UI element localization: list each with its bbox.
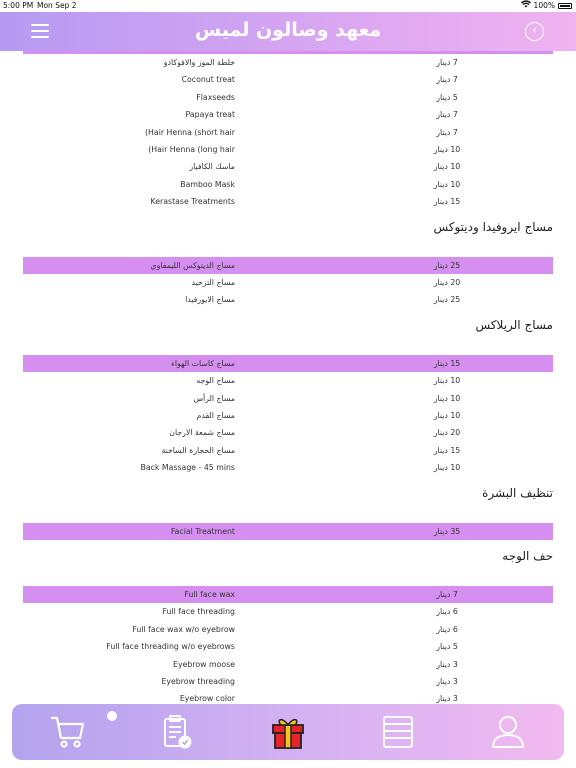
item-name: ماسك الكافيار [189, 162, 235, 172]
section-title: مساج ايروفيدا وديتوكس [433, 219, 553, 234]
table-row[interactable] [23, 141, 553, 158]
status-date: Mon Sep 2 [37, 1, 77, 10]
price-list[interactable] [0, 51, 576, 711]
wifi-icon [521, 1, 531, 10]
section-title: تنظيف البشرة [482, 485, 553, 500]
user-icon[interactable] [490, 714, 526, 750]
item-price: 10 دينار [433, 179, 461, 189]
item-price: 15 دينار [433, 445, 461, 455]
table-row[interactable] [23, 523, 553, 540]
table-row[interactable] [23, 89, 553, 106]
item-price: 5 دينار [436, 92, 458, 102]
item-price: 10 دينار [433, 463, 461, 473]
item-name: Full face threading [162, 607, 235, 617]
status-bar [0, 0, 576, 12]
table-row[interactable] [23, 442, 553, 459]
table-row[interactable] [23, 673, 553, 690]
table-row[interactable] [23, 176, 553, 193]
table-row[interactable] [23, 124, 553, 141]
item-name: مساج الديتوكس الليمفاوي [150, 260, 235, 270]
item-price: 15 دينار [433, 358, 461, 368]
item-name: مساج القدم [196, 410, 235, 420]
item-price: 10 دينار [433, 376, 461, 386]
item-price: 7 دينار [436, 590, 458, 599]
table-row[interactable] [23, 257, 553, 274]
table-row[interactable] [23, 586, 553, 603]
table-row[interactable] [23, 193, 553, 210]
item-name: Full face threading w/o eyebrows [106, 642, 235, 652]
table-row[interactable] [23, 274, 553, 291]
table-row[interactable] [23, 71, 553, 88]
section-title: حف الوجه [502, 549, 553, 563]
item-price: 15 دينار [433, 197, 461, 207]
status-time: 5:00 PM [3, 1, 34, 10]
item-name: خلطة الموز والافوكادو [163, 58, 235, 67]
item-name: Full face wax w/o eyebrow [132, 624, 235, 634]
bottom-nav [12, 704, 564, 760]
battery-percent: 100% [533, 1, 555, 10]
item-price: 7 دينار [436, 58, 458, 67]
cart-badge-dot [107, 711, 117, 721]
table-row[interactable] [23, 291, 553, 308]
table-row[interactable] [23, 603, 553, 620]
table-row[interactable] [23, 355, 553, 372]
item-name: مساج التزحيد [191, 277, 235, 287]
app-header [0, 12, 576, 51]
item-price: 7 دينار [436, 127, 458, 137]
page-title: معهد وصالون لميس [194, 19, 382, 41]
item-price: 3 دينار [436, 659, 458, 669]
item-name: مساج كاسات الهواء [171, 358, 235, 368]
gift-icon[interactable] [270, 714, 306, 750]
table-row[interactable] [23, 372, 553, 389]
item-name: مساج الرأس [193, 393, 235, 403]
section-title: مساج الريلاكس [475, 317, 553, 332]
item-price: 3 دينار [436, 694, 458, 704]
item-name: Kerastase Treatments [150, 197, 235, 207]
price-table [23, 355, 553, 477]
item-name: Back Massage - 45 mins [140, 463, 235, 473]
price-table [23, 523, 553, 540]
item-price: 7 دينار [436, 110, 458, 120]
item-name: Full face wax [184, 590, 235, 599]
item-price: 6 دينار [436, 624, 458, 634]
table-row[interactable] [23, 621, 553, 638]
item-price: 10 دينار [433, 393, 461, 403]
item-name: مساج شمعة الارجان [169, 428, 235, 438]
item-name: Bamboo Mask [180, 179, 235, 189]
item-name: (Hair Henna (long hair [148, 144, 235, 154]
table-row[interactable] [23, 656, 553, 673]
item-price: 20 دينار [433, 428, 461, 438]
item-price: 10 دينار [433, 162, 461, 172]
price-table [23, 257, 553, 309]
item-name: Coconut treat [181, 75, 235, 85]
item-name: Eyebrow threading [161, 676, 235, 686]
status-right [521, 1, 572, 10]
table-row[interactable] [23, 638, 553, 655]
table-row[interactable] [23, 158, 553, 175]
item-name: مساج الايورفيدا [185, 295, 235, 305]
item-name: Eyebrow color [179, 694, 235, 704]
battery-icon [558, 3, 572, 9]
item-price: 10 دينار [433, 410, 461, 420]
item-price: 35 دينار [433, 526, 461, 536]
item-name: Facial Treatment [170, 526, 235, 536]
table-row[interactable] [23, 407, 553, 424]
menu-list-icon[interactable] [380, 714, 416, 750]
item-price: 25 دينار [433, 295, 461, 305]
back-arrow-icon[interactable]: ‹ [525, 22, 544, 41]
table-row[interactable] [23, 424, 553, 441]
item-price: 25 دينار [433, 260, 461, 270]
table-row[interactable] [23, 390, 553, 407]
price-table [23, 54, 553, 211]
table-row[interactable] [23, 459, 553, 476]
item-price: 10 دينار [433, 144, 461, 154]
item-price: 20 دينار [433, 277, 461, 287]
table-row[interactable] [23, 106, 553, 123]
item-price: 7 دينار [436, 75, 458, 85]
item-price: 3 دينار [436, 676, 458, 686]
item-name: Flaxseeds [196, 92, 235, 102]
cart-icon[interactable] [50, 714, 86, 750]
item-name: (Hair Henna (short hair [145, 127, 235, 137]
item-name: مساج الوجه [196, 376, 235, 386]
item-price: 6 دينار [436, 607, 458, 617]
item-name: Papaya treat [185, 110, 235, 120]
table-row[interactable] [23, 54, 553, 71]
item-price: 5 دينار [436, 642, 458, 652]
item-name: مساج الحجارة الساخنة [161, 445, 235, 455]
clipboard-check-icon[interactable] [159, 714, 195, 750]
item-name: Eyebrow moose [173, 659, 235, 669]
